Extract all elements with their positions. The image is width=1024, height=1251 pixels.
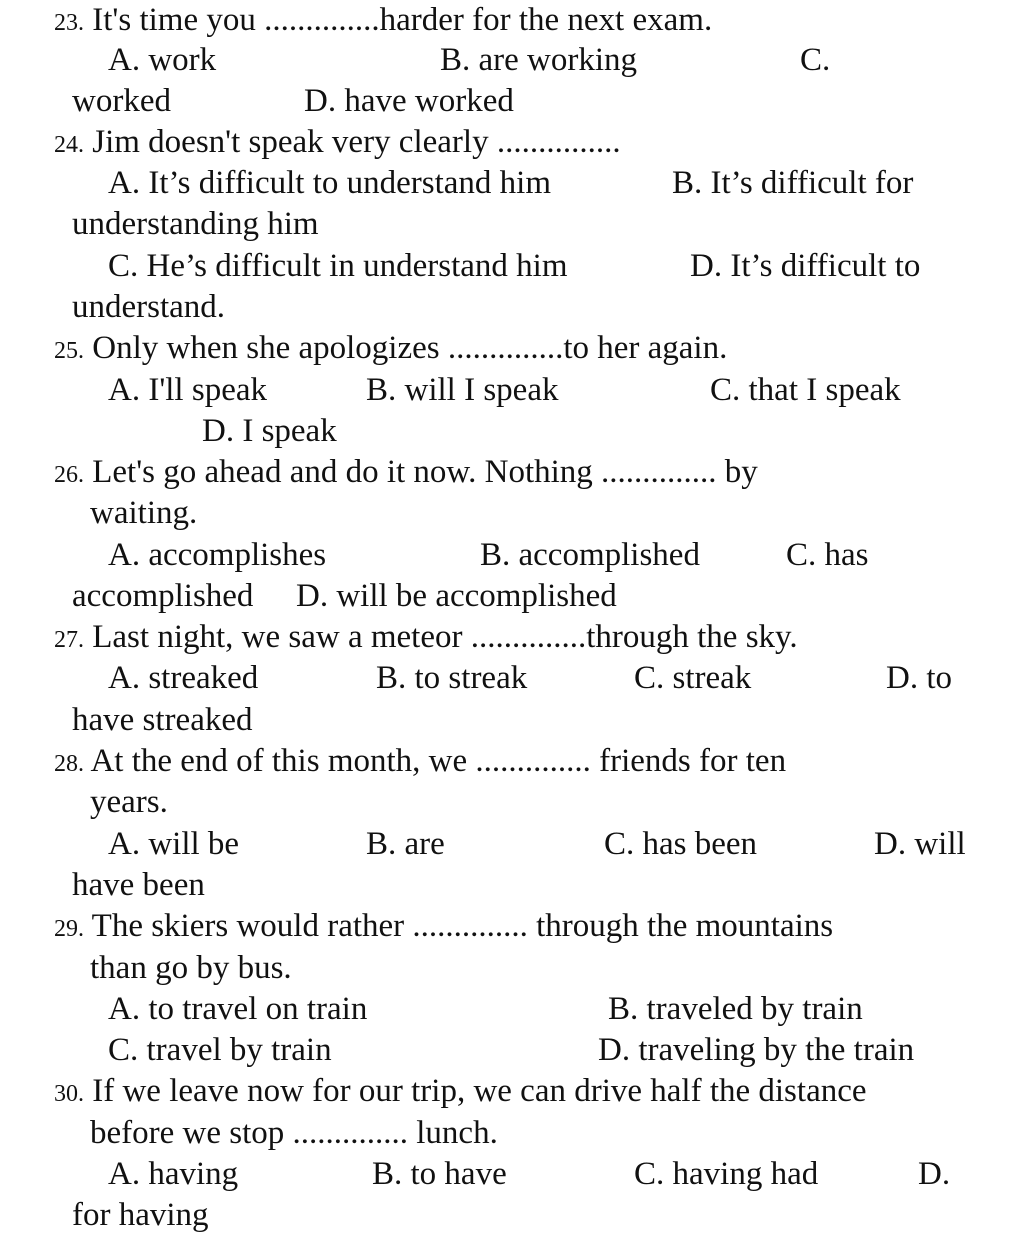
option-c: C. has been — [604, 826, 758, 862]
option-a: A. streaked — [108, 660, 259, 696]
option-a: A. to travel on train — [108, 991, 368, 1027]
question-29-stem — [54, 906, 833, 946]
question-28-stem-continued: years. — [90, 784, 168, 820]
option-a: A. will be — [108, 826, 240, 862]
option-d: D. to — [886, 660, 952, 696]
option-d: D. It’s difficult to — [690, 248, 921, 284]
option-c: C. travel by train — [108, 1032, 332, 1068]
question-30-stem — [54, 1071, 867, 1111]
option-b: B. are working — [440, 42, 638, 78]
question-28-stem — [54, 741, 786, 781]
question-number: 28. — [54, 751, 84, 777]
option-d-continued: understand. — [72, 289, 226, 325]
option-c: C. streak — [634, 660, 752, 696]
question-text: At the end of this month, we .............. friends for ten — [90, 743, 787, 779]
option-b: B. will I speak — [366, 372, 559, 408]
option-d-continued: have streaked — [72, 702, 253, 738]
option-c-continued: accomplished — [72, 578, 254, 614]
option-b: B. accomplished — [480, 537, 700, 573]
question-23-stem — [54, 0, 712, 40]
question-number: 26. — [54, 462, 84, 488]
option-b-continued: understanding him — [72, 206, 319, 242]
question-text: The skiers would rather .............. through the mountains — [91, 908, 834, 944]
option-d: D. I speak — [202, 413, 337, 449]
option-d: D. traveling by the train — [598, 1032, 915, 1068]
option-a: A. It’s difficult to understand him — [108, 165, 552, 201]
option-a: A. work — [108, 42, 217, 78]
question-number: 25. — [54, 338, 84, 364]
question-number: 24. — [54, 132, 84, 158]
question-number: 30. — [54, 1081, 84, 1107]
option-d-continued: for having — [72, 1197, 209, 1233]
option-b: B. to have — [372, 1156, 507, 1192]
option-b: B. are — [366, 826, 445, 862]
option-d: D. have worked — [304, 83, 514, 119]
question-24-stem — [54, 122, 621, 162]
option-d: D. will be accomplished — [296, 578, 617, 614]
question-number: 29. — [54, 916, 84, 942]
option-c: C. has — [786, 537, 869, 573]
question-26-stem — [54, 452, 758, 492]
question-text: Only when she apologizes ..............to her again. — [92, 330, 728, 366]
option-c-continued: worked — [72, 83, 171, 119]
question-text: Last night, we saw a meteor ..............through the sky. — [92, 619, 798, 655]
option-b: B. to streak — [376, 660, 528, 696]
question-26-stem-continued: waiting. — [90, 495, 198, 531]
option-d: D. — [918, 1156, 951, 1192]
question-text: It's time you ..............harder for the next exam. — [92, 2, 713, 38]
option-c: C. He’s difficult in understand him — [108, 248, 568, 284]
option-c: C. — [800, 42, 831, 78]
question-27-stem — [54, 617, 798, 657]
question-text: Jim doesn't speak very clearly ............... — [92, 124, 621, 160]
option-a: A. having — [108, 1156, 239, 1192]
question-29-stem-continued: than go by bus. — [90, 950, 292, 986]
question-number: 27. — [54, 627, 84, 653]
option-b: B. It’s difficult for — [672, 165, 914, 201]
option-a: A. accomplishes — [108, 537, 327, 573]
option-d-continued: have been — [72, 867, 205, 903]
question-text: If we leave now for our trip, we can drive half the distance — [92, 1073, 867, 1109]
question-number: 23. — [54, 10, 84, 36]
option-d: D. will — [874, 826, 966, 862]
option-c: C. that I speak — [710, 372, 901, 408]
question-25-stem — [54, 328, 727, 368]
question-30-stem-continued: before we stop .............. lunch. — [90, 1115, 498, 1151]
option-b: B. traveled by train — [608, 991, 863, 1027]
option-c: C. having had — [634, 1156, 819, 1192]
question-text: Let's go ahead and do it now. Nothing .............. by — [92, 454, 758, 490]
option-a: A. I'll speak — [108, 372, 267, 408]
